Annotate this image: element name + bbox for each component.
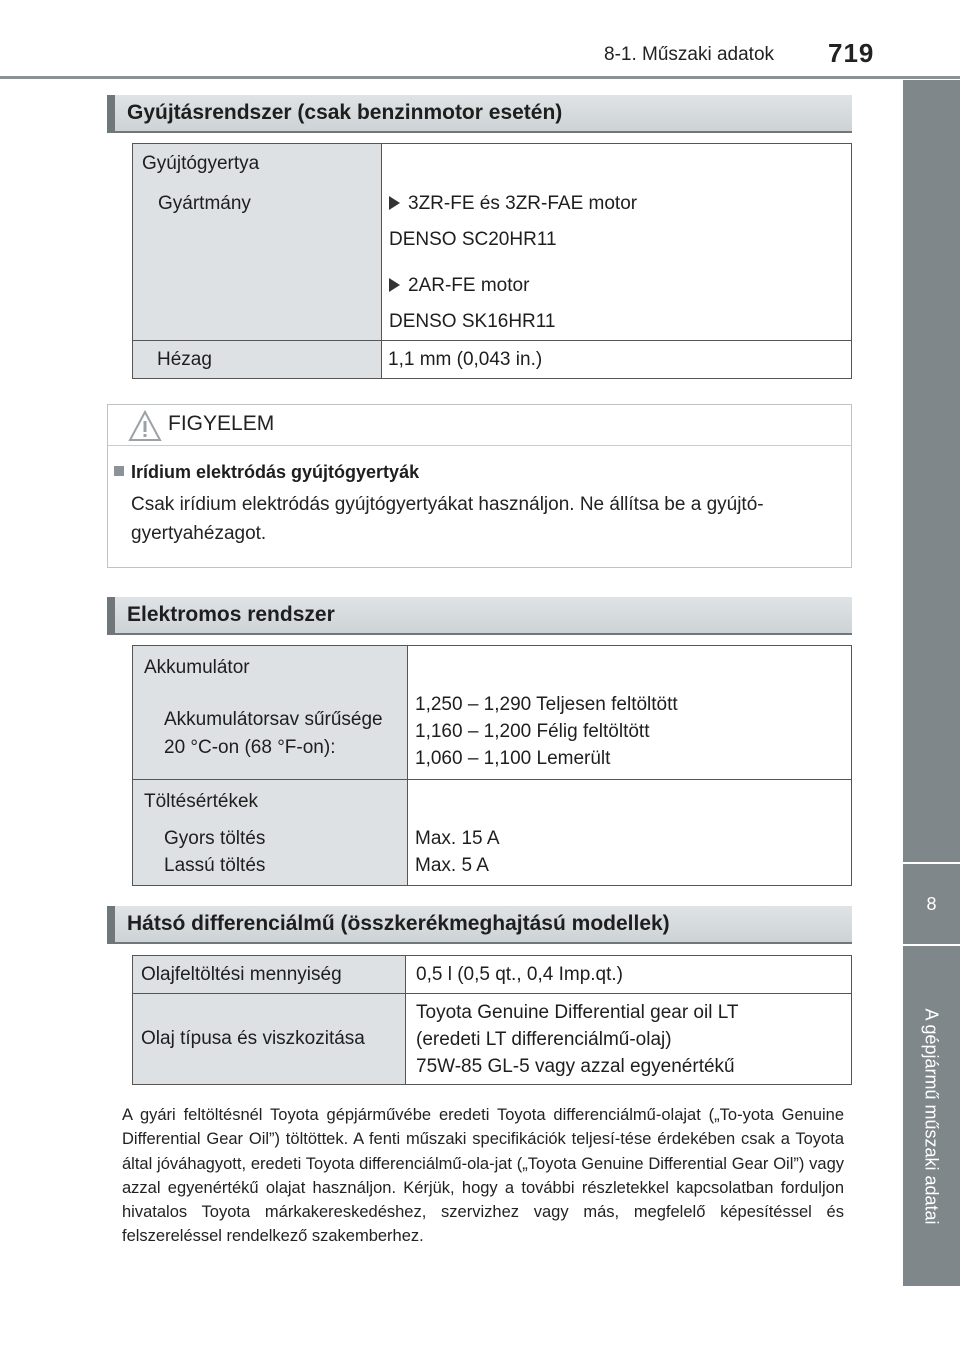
density-label-2: 20 °C-on (68 °F-on): (164, 737, 336, 758)
oil-type-label: Olaj típusa és viszkozitása (133, 994, 406, 1085)
caution-subtitle: Irídium elektródás gyújtógyertyák (131, 462, 420, 482)
capacity-value: 0,5 l (0,5 qt., 0,4 Imp.qt.) (406, 956, 852, 994)
plug-1: DENSO SC20HR11 (389, 229, 557, 250)
differential-heading: Hátsó differenciálmű (összkerékmeghajtású modellek) (107, 906, 852, 944)
gap-label: Hézag (133, 341, 382, 379)
side-tab-upper (903, 80, 960, 862)
caution-text: Csak irídium elektródás gyújtógyertyákat használjon. Ne állítsa be a gyújtó- gyertyahézagot. (131, 494, 764, 544)
gap-value: 1,1 mm (0,043 in.) (382, 341, 852, 379)
arrow-right-icon (389, 278, 400, 292)
ignition-heading: Gyújtásrendszer (csak benzinmotor esetén) (107, 95, 852, 133)
table-row (133, 994, 852, 1085)
header-divider (0, 76, 960, 79)
oil-type-value: Toyota Genuine Differential gear oil LT (eredeti LT differenciálmű-olaj) 75W-85 GL-5 vagy azzal egyenértékű (406, 994, 852, 1085)
table-row (133, 956, 852, 994)
battery-label-cell (133, 646, 408, 780)
table-row (133, 780, 852, 886)
table-row (133, 144, 852, 341)
plug-2: DENSO SK16HR11 (389, 311, 556, 332)
density-label-1: Akkumulátorsav sűrűsége (164, 709, 383, 730)
electrical-table (132, 645, 852, 886)
chapter-title: A gépjármű műszaki adatai (922, 1007, 942, 1225)
battery-label: Akkumulátor (144, 657, 250, 678)
slow-charge-label: Lassú töltés (164, 855, 266, 876)
slow-charge-value: Max. 5 A (415, 855, 489, 876)
table-row (133, 646, 852, 780)
page-number: 719 (828, 38, 875, 68)
table-row (133, 341, 852, 379)
chapter-number-tab: 8 (903, 864, 960, 944)
engine-1: 3ZR-FE és 3ZR-FAE motor (389, 193, 637, 215)
make-label: Gyártmány (158, 193, 251, 214)
capacity-label: Olajfeltöltési mennyiség (133, 956, 406, 994)
arrow-right-icon (389, 196, 400, 210)
spark-plug-label: Gyújtógyertya (142, 153, 260, 174)
charging-label-cell (133, 780, 408, 886)
chapter-title-tab (903, 946, 960, 1286)
warning-icon (128, 410, 162, 442)
fast-charge-label: Gyors töltés (164, 828, 266, 849)
density-3: 1,060 – 1,100 Lemerült (415, 748, 611, 769)
electrical-heading: Elektromos rendszer (107, 597, 852, 635)
density-2: 1,160 – 1,200 Félig feltöltött (415, 721, 650, 742)
caution-title: FIGYELEM (168, 412, 275, 435)
fast-charge-value: Max. 15 A (415, 828, 500, 849)
square-bullet-icon (114, 466, 124, 476)
battery-value-cell (408, 646, 852, 780)
ignition-table (132, 143, 852, 379)
spark-plug-value-cell (382, 144, 852, 341)
charging-value-cell (408, 780, 852, 886)
charging-label: Töltésértékek (144, 791, 259, 812)
spark-plug-label-cell (133, 144, 382, 341)
footnote-text: A gyári feltöltésnél Toyota gépjárművébe eredeti Toyota differenciálmű-olajat („To-yota Genuine Differential Gear Oil”) töltöttek. A fenti műszaki specifikációk teljesí-tése érdekében csak a Toyota által jóváhagyott, eredeti Toyota differenciálmű-ola-jat („Toyota Genuine Differential Gear Oil”) vagy azzal egyenértékű olajat használjon. Kérjük, hogy a további részletekkel kapcsolatban forduljon hivatalos Toyota márkakereskedéshez, szervizhez vagy más, megfelelő képesítéssel és felszereléssel rendelkező szakemberhez. (122, 1106, 844, 1246)
engine-2: 2AR-FE motor (389, 275, 529, 297)
section-title: 8-1. Műszaki adatok (604, 44, 775, 65)
differential-table (132, 955, 852, 1085)
density-1: 1,250 – 1,290 Teljesen feltöltött (415, 694, 678, 715)
